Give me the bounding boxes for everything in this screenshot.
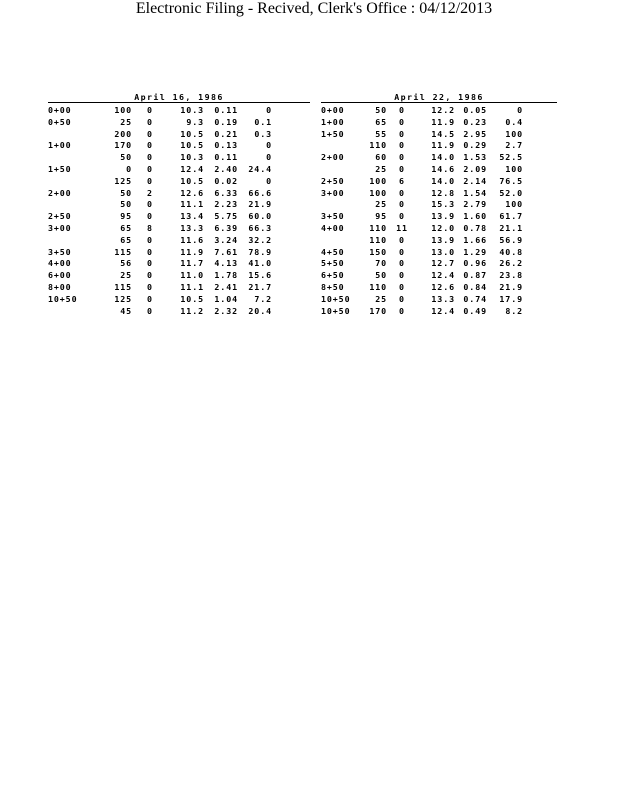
table-cell: 0 xyxy=(399,258,405,269)
table-cell: 0 xyxy=(399,163,405,174)
table-cell: 0 xyxy=(147,246,153,257)
table-cell: 61.7 xyxy=(499,211,523,222)
table-row xyxy=(321,152,523,164)
table-cell: 41.0 xyxy=(248,258,272,269)
table-cell: 0.87 xyxy=(463,270,487,281)
table-cell: 11 xyxy=(396,222,408,233)
table-row xyxy=(321,258,523,270)
table-cell: 0 xyxy=(147,140,153,151)
table-cell xyxy=(48,152,106,164)
table-cell: 0 xyxy=(266,140,272,151)
table-cell: 7.2 xyxy=(254,293,272,304)
table-cell: 12.8 xyxy=(431,187,455,198)
table-cell: 56 xyxy=(120,258,132,269)
table-cell: 11.9 xyxy=(431,140,455,151)
table-cell: 12.2 xyxy=(431,105,455,115)
table-cell: 0 xyxy=(399,116,405,127)
table-cell: 2.09 xyxy=(463,163,487,174)
filing-stamp-header: Electronic Filing - Recived, Clerk's Office : 04/12/2013 xyxy=(135,0,493,17)
table-cell: 0 xyxy=(399,105,405,115)
table-cell: 25 xyxy=(375,293,387,304)
table-cell: 100 xyxy=(114,105,132,115)
table-cell: 0 xyxy=(517,105,523,115)
table-cell: 110 xyxy=(369,281,387,292)
table-cell: 0 xyxy=(399,281,405,292)
table-cell: 0 xyxy=(266,175,272,186)
table-cell: 100 xyxy=(369,187,387,198)
table-cell: 1.54 xyxy=(463,187,487,198)
table-cell: 0.49 xyxy=(463,305,487,316)
table-cell: 11.9 xyxy=(431,116,455,127)
data-table xyxy=(321,105,523,317)
table-cell: 52.0 xyxy=(499,187,523,198)
table-cell: 0 xyxy=(147,128,153,139)
table-cell: 11.6 xyxy=(180,234,204,245)
table-cell: 13.9 xyxy=(431,211,455,222)
table-cell: 25 xyxy=(375,199,387,210)
table-cell: 0 xyxy=(266,105,272,115)
table-row xyxy=(321,129,523,141)
table-cell: 0 xyxy=(147,152,153,163)
table-row xyxy=(48,129,272,141)
table-cell: 0.74 xyxy=(463,293,487,304)
table-cell: 0.21 xyxy=(214,128,238,139)
table-cell: 32.2 xyxy=(248,234,272,245)
table-cell: 6.33 xyxy=(214,187,238,198)
table-cell: 4+00 xyxy=(321,222,345,233)
table-cell: 21.7 xyxy=(248,281,272,292)
table-row xyxy=(321,105,523,117)
table-cell: 55 xyxy=(375,128,387,139)
table-cell: 11.1 xyxy=(180,281,204,292)
table-cell: 17.9 xyxy=(499,293,523,304)
table-cell: 0.11 xyxy=(214,152,238,163)
table-cell: 0.29 xyxy=(463,140,487,151)
table-cell: 1.29 xyxy=(463,246,487,257)
table-cell: 110 xyxy=(369,140,387,151)
table-cell: 8 xyxy=(147,222,153,233)
table-cell: 1.60 xyxy=(463,211,487,222)
table-cell: 0+00 xyxy=(48,105,72,115)
table-cell: 12.7 xyxy=(431,258,455,269)
table-row xyxy=(48,176,272,188)
table-cell: 0+00 xyxy=(321,105,345,115)
table-cell: 50 xyxy=(375,270,387,281)
table-cell: 21.1 xyxy=(499,222,523,233)
table-cell: 15.3 xyxy=(431,199,455,210)
table-cell: 125 xyxy=(114,293,132,304)
table-cell: 7.61 xyxy=(214,246,238,257)
table-row xyxy=(321,306,523,318)
table-cell xyxy=(321,199,359,211)
table-row xyxy=(48,152,272,164)
table-cell: 2.7 xyxy=(505,140,523,151)
table-cell: 4+00 xyxy=(48,258,72,269)
table-cell: 45 xyxy=(120,305,132,316)
table-cell xyxy=(48,176,106,188)
table-cell: 0 xyxy=(147,305,153,316)
table-cell: 25 xyxy=(120,270,132,281)
table-cell: 1+00 xyxy=(48,140,72,151)
panel-caption: April 22, 1986 xyxy=(321,92,557,103)
table-cell: 0 xyxy=(147,105,153,115)
table-row xyxy=(321,199,523,211)
table-cell: 76.5 xyxy=(499,175,523,186)
panel-caption: April 16, 1986 xyxy=(48,92,310,103)
table-cell: 52.5 xyxy=(499,152,523,163)
table-cell: 12.6 xyxy=(180,187,204,198)
table-row xyxy=(48,294,272,306)
table-row xyxy=(321,176,523,188)
data-table-body xyxy=(321,105,523,317)
table-cell: 14.6 xyxy=(431,163,455,174)
table-cell: 21.9 xyxy=(499,281,523,292)
table-row xyxy=(48,164,272,176)
table-cell: 0 xyxy=(126,163,132,174)
table-cell: 0.3 xyxy=(254,128,272,139)
table-cell: 14.0 xyxy=(431,152,455,163)
table-cell: 0 xyxy=(147,281,153,292)
table-cell: 0 xyxy=(147,270,153,281)
table-cell xyxy=(48,129,106,141)
data-panel-april-16 xyxy=(48,92,310,317)
table-cell: 0.78 xyxy=(463,222,487,233)
data-panel-april-22 xyxy=(321,92,557,317)
table-cell: 12.6 xyxy=(431,281,455,292)
table-cell: 13.9 xyxy=(431,234,455,245)
table-cell: 0.96 xyxy=(463,258,487,269)
table-cell: 2.95 xyxy=(463,128,487,139)
table-cell: 66.3 xyxy=(248,222,272,233)
table-cell: 2.41 xyxy=(214,281,238,292)
table-cell: 0.02 xyxy=(214,175,238,186)
table-cell: 11.0 xyxy=(180,270,204,281)
table-cell: 2.79 xyxy=(463,199,487,210)
table-cell: 14.0 xyxy=(431,175,455,186)
table-cell: 65 xyxy=(120,234,132,245)
table-cell: 0.23 xyxy=(463,116,487,127)
table-cell: 6 xyxy=(399,175,405,186)
table-cell: 0.13 xyxy=(214,140,238,151)
table-cell: 0 xyxy=(266,152,272,163)
table-cell: 12.4 xyxy=(431,270,455,281)
table-cell: 1+50 xyxy=(321,128,345,139)
table-cell: 0 xyxy=(399,140,405,151)
table-row xyxy=(321,117,523,129)
table-cell: 11.1 xyxy=(180,199,204,210)
table-cell: 95 xyxy=(375,211,387,222)
table-cell: 8+00 xyxy=(48,281,72,292)
table-cell: 24.4 xyxy=(248,163,272,174)
table-cell: 0 xyxy=(147,163,153,174)
table-cell: 10.3 xyxy=(180,105,204,115)
table-cell: 60 xyxy=(375,152,387,163)
table-cell: 4+50 xyxy=(321,246,345,257)
table-cell: 95 xyxy=(120,211,132,222)
table-row xyxy=(321,247,523,259)
table-cell: 3+50 xyxy=(48,246,72,257)
table-cell: 0 xyxy=(399,246,405,257)
table-cell: 65 xyxy=(375,116,387,127)
table-cell: 50 xyxy=(120,199,132,210)
table-row xyxy=(321,235,523,247)
table-cell: 0 xyxy=(399,152,405,163)
table-cell: 2.32 xyxy=(214,305,238,316)
table-cell: 10.5 xyxy=(180,293,204,304)
table-cell: 1.78 xyxy=(214,270,238,281)
table-row xyxy=(48,105,272,117)
table-cell: 0 xyxy=(147,199,153,210)
table-cell: 10.5 xyxy=(180,128,204,139)
table-cell: 50 xyxy=(120,187,132,198)
table-cell: 10+50 xyxy=(48,293,78,304)
table-row xyxy=(48,270,272,282)
table-cell: 21.9 xyxy=(248,199,272,210)
table-cell: 0 xyxy=(147,175,153,186)
table-cell: 66.6 xyxy=(248,187,272,198)
table-cell: 0 xyxy=(399,305,405,316)
table-cell: 26.2 xyxy=(499,258,523,269)
table-cell: 110 xyxy=(369,234,387,245)
data-table xyxy=(48,105,272,317)
table-cell: 2.40 xyxy=(214,163,238,174)
table-cell: 0 xyxy=(399,199,405,210)
table-cell: 10.5 xyxy=(180,140,204,151)
table-row xyxy=(48,199,272,211)
table-cell: 1.53 xyxy=(463,152,487,163)
table-cell: 2.14 xyxy=(463,175,487,186)
table-cell: 50 xyxy=(120,152,132,163)
table-cell xyxy=(48,235,106,247)
table-cell: 115 xyxy=(114,281,132,292)
table-cell: 6+50 xyxy=(321,270,345,281)
table-cell: 150 xyxy=(369,246,387,257)
table-cell xyxy=(48,306,106,318)
table-row xyxy=(48,140,272,152)
table-cell: 0.19 xyxy=(214,116,238,127)
table-cell: 0 xyxy=(147,258,153,269)
table-cell: 10+50 xyxy=(321,305,351,316)
table-row xyxy=(48,306,272,318)
table-row xyxy=(48,188,272,200)
table-cell: 12.4 xyxy=(180,163,204,174)
table-cell: 1.66 xyxy=(463,234,487,245)
table-cell: 8+50 xyxy=(321,281,345,292)
table-row xyxy=(321,270,523,282)
table-row xyxy=(321,294,523,306)
table-cell: 2+50 xyxy=(48,211,72,222)
table-cell: 40.8 xyxy=(499,246,523,257)
table-cell: 5.75 xyxy=(214,211,238,222)
table-cell: 25 xyxy=(120,116,132,127)
table-cell: 0 xyxy=(399,293,405,304)
table-cell: 0 xyxy=(399,211,405,222)
table-cell: 0 xyxy=(399,234,405,245)
table-cell: 12.0 xyxy=(431,222,455,233)
table-cell: 0.4 xyxy=(505,116,523,127)
table-cell: 170 xyxy=(369,305,387,316)
table-cell: 100 xyxy=(505,199,523,210)
table-cell: 50 xyxy=(375,105,387,115)
table-cell: 0.84 xyxy=(463,281,487,292)
table-cell xyxy=(321,140,359,152)
table-cell: 0.05 xyxy=(463,105,487,115)
table-cell: 0.1 xyxy=(254,116,272,127)
table-cell: 11.2 xyxy=(180,305,204,316)
table-cell: 0 xyxy=(147,234,153,245)
table-row xyxy=(321,188,523,200)
table-cell: 23.8 xyxy=(499,270,523,281)
table-cell: 0 xyxy=(399,187,405,198)
table-cell: 11.9 xyxy=(180,246,204,257)
table-cell: 110 xyxy=(369,222,387,233)
table-row xyxy=(321,211,523,223)
table-cell: 3+00 xyxy=(321,187,345,198)
table-cell: 12.4 xyxy=(431,305,455,316)
table-row xyxy=(321,223,523,235)
table-cell: 9.3 xyxy=(186,116,204,127)
table-cell: 10.5 xyxy=(180,175,204,186)
table-cell: 3+00 xyxy=(48,222,72,233)
table-row xyxy=(321,282,523,294)
table-cell: 0 xyxy=(399,270,405,281)
data-table-body xyxy=(48,105,272,317)
table-row xyxy=(48,211,272,223)
table-cell: 0 xyxy=(399,128,405,139)
table-cell: 100 xyxy=(369,175,387,186)
table-cell: 13.0 xyxy=(431,246,455,257)
table-cell: 2 xyxy=(147,187,153,198)
table-row xyxy=(321,164,523,176)
table-cell: 200 xyxy=(114,128,132,139)
table-cell: 115 xyxy=(114,246,132,257)
table-cell: 13.4 xyxy=(180,211,204,222)
table-cell: 3+50 xyxy=(321,211,345,222)
table-row xyxy=(48,282,272,294)
table-cell: 100 xyxy=(505,163,523,174)
table-cell: 65 xyxy=(120,222,132,233)
table-cell: 78.9 xyxy=(248,246,272,257)
table-cell: 2.23 xyxy=(214,199,238,210)
table-cell: 0 xyxy=(147,293,153,304)
table-cell xyxy=(321,164,359,176)
table-cell: 1.04 xyxy=(214,293,238,304)
table-row xyxy=(48,235,272,247)
table-cell: 100 xyxy=(505,128,523,139)
table-cell: 0+50 xyxy=(48,116,72,127)
table-cell: 60.0 xyxy=(248,211,272,222)
table-cell: 2+50 xyxy=(321,175,345,186)
table-cell: 6+00 xyxy=(48,270,72,281)
table-cell: 13.3 xyxy=(431,293,455,304)
table-cell: 0 xyxy=(147,211,153,222)
table-row xyxy=(48,247,272,259)
table-cell: 14.5 xyxy=(431,128,455,139)
table-cell: 10+50 xyxy=(321,293,351,304)
table-cell: 0.11 xyxy=(214,105,238,115)
table-row xyxy=(321,140,523,152)
table-cell: 25 xyxy=(375,163,387,174)
table-cell: 1+00 xyxy=(321,116,345,127)
table-cell: 11.7 xyxy=(180,258,204,269)
table-cell: 2+00 xyxy=(321,152,345,163)
table-cell: 2+00 xyxy=(48,187,72,198)
table-cell: 70 xyxy=(375,258,387,269)
table-cell: 125 xyxy=(114,175,132,186)
table-cell: 20.4 xyxy=(248,305,272,316)
table-cell: 15.6 xyxy=(248,270,272,281)
table-cell: 3.24 xyxy=(214,234,238,245)
table-cell: 6.39 xyxy=(214,222,238,233)
table-cell: 0 xyxy=(147,116,153,127)
table-cell xyxy=(48,199,106,211)
table-cell: 170 xyxy=(114,140,132,151)
table-cell: 4.13 xyxy=(214,258,238,269)
table-cell: 8.2 xyxy=(505,305,523,316)
table-cell: 56.9 xyxy=(499,234,523,245)
table-row xyxy=(48,117,272,129)
table-cell: 1+50 xyxy=(48,163,72,174)
table-cell: 5+50 xyxy=(321,258,345,269)
table-row xyxy=(48,258,272,270)
table-row xyxy=(48,223,272,235)
table-cell: 13.3 xyxy=(180,222,204,233)
table-cell xyxy=(321,235,359,247)
table-cell: 10.3 xyxy=(180,152,204,163)
